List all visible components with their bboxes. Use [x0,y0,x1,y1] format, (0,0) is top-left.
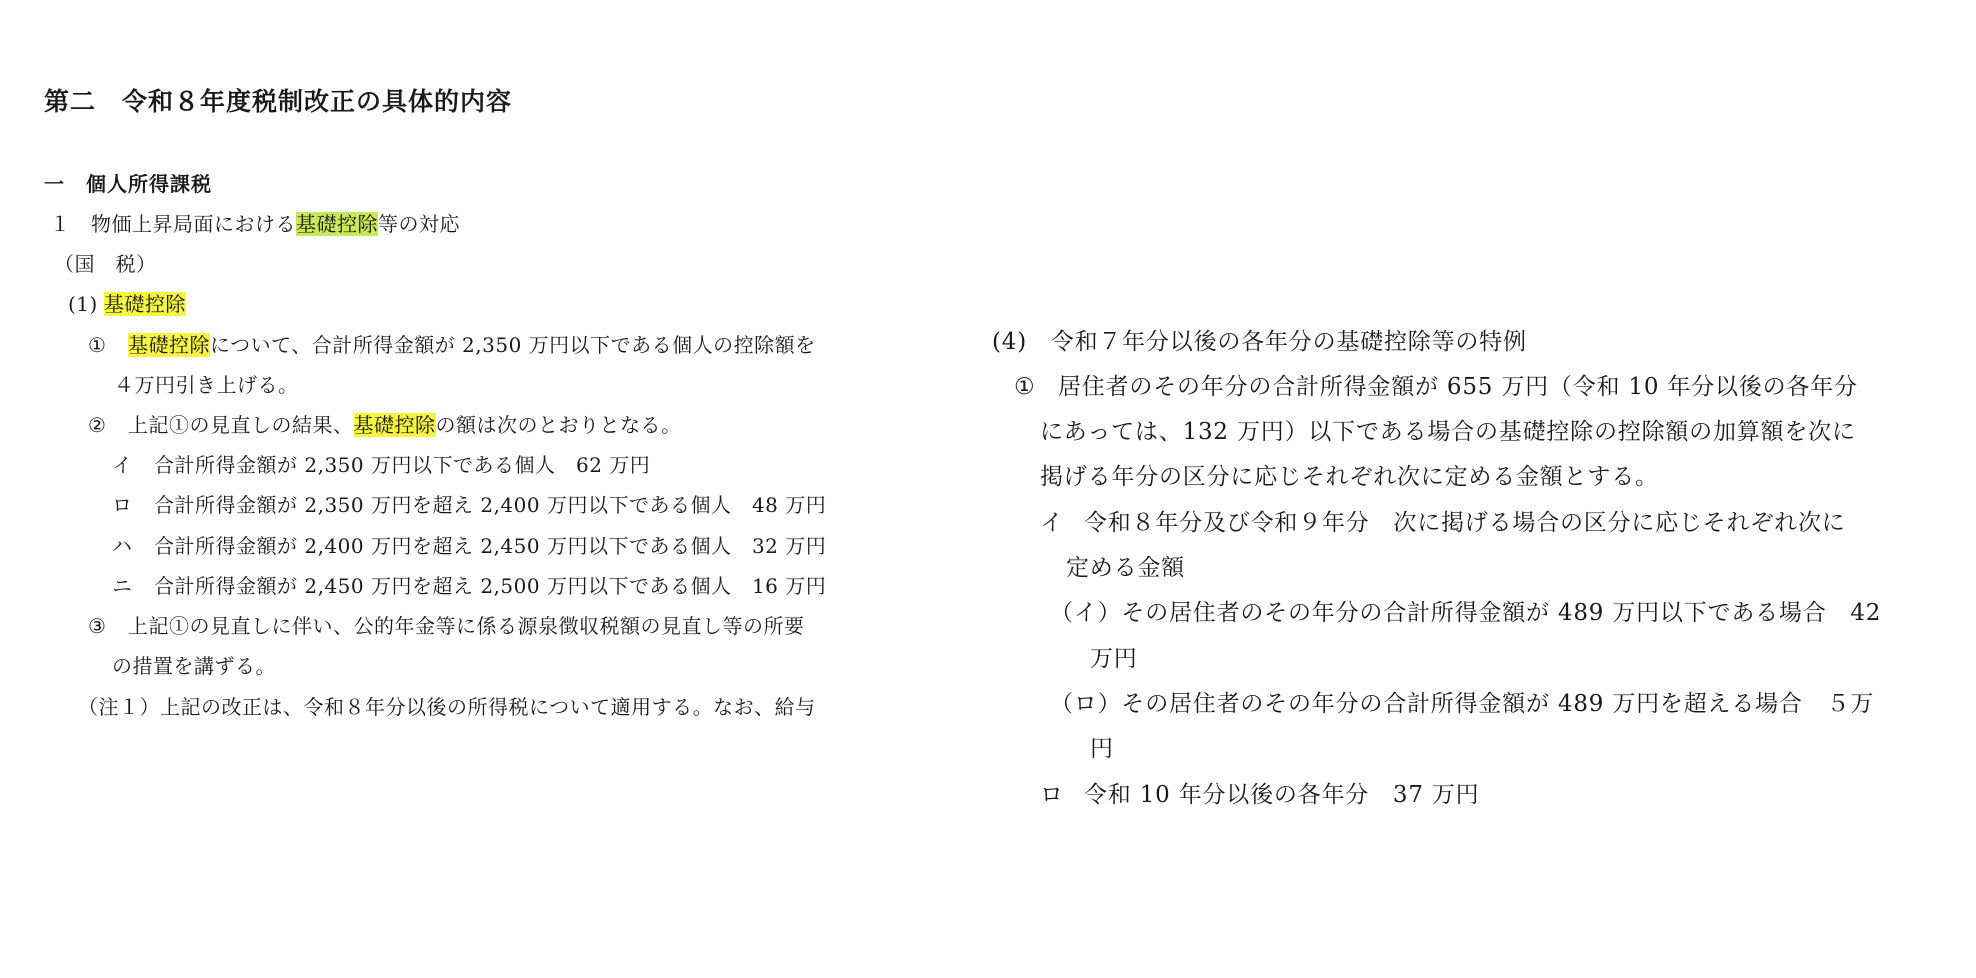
paragraph-marker: ① [88,333,107,357]
paragraph-marker: ③ [88,614,107,638]
paragraph-text: 上記①の見直しに伴い、公的年金等に係る源泉徴収税額の見直し等の所要 [128,614,805,638]
paragraph-3-cont: の措置を講ずる。 [112,654,276,678]
list-item-ni [112,572,826,600]
note-1: （注１）上記の改正は、令和８年分以後の所得税について適用する。なお、給与 [78,695,816,719]
right-sub-item-ro [1050,689,1874,719]
right-sub-item-ro-cont: 円 [1090,736,1114,762]
subsection-heading-4: (4) 令和７年分以後の各年分の基礎控除等の特例 [992,329,1527,355]
item-heading-1 [50,210,460,238]
right-paragraph-1-line2: にあっては、132 万円）以下である場合の基礎控除の控除額の加算額を次に [1040,419,1856,445]
list-item-text: 合計所得金額が 2,450 万円を超え 2,500 万円以下である個人 16 万円 [154,574,827,598]
list-item-text: 合計所得金額が 2,350 万円以下である個人 62 万円 [154,453,651,477]
list-item-text: 令和 10 年分以後の各年分 37 万円 [1084,782,1480,808]
right-paragraph-1 [1014,372,1858,402]
list-item-ha [112,532,826,560]
right-paragraph-1-line3: 掲げる年分の区分に応じそれぞれ次に定める金額とする。 [1040,464,1659,490]
paragraph-3 [88,612,805,640]
paragraph-marker: ② [88,413,107,437]
paragraph-marker: ① [1014,374,1036,400]
national-tax-label: （国 税） [54,252,157,276]
sub-item-label: （ロ） [1050,691,1122,717]
highlighted-term: 基礎控除 [353,413,436,437]
paragraph-text: の額は次のとおりとなる。 [435,413,682,437]
list-item-text: 令和８年分及び令和９年分 次に掲げる場合の区分に応じそれぞれ次に [1084,510,1846,536]
list-item-label: ロ [1040,782,1064,808]
item-heading-text: １ 物価上昇局面における [50,212,296,236]
paragraph-text: 居住者のその年分の合計所得金額が 655 万円（令和 10 年分以後の各年分 [1058,374,1858,400]
sub-item-text: その居住者のその年分の合計所得金額が 489 万円以下である場合 42 [1121,600,1882,626]
sub-item-text: その居住者のその年分の合計所得金額が 489 万円を超える場合 ５万 [1121,691,1875,717]
subsection-heading-1 [68,290,186,318]
list-item-i [112,451,650,479]
section-heading: 一 個人所得課税 [44,172,212,196]
sub-item-label: （イ） [1050,600,1122,626]
paragraph-1 [88,331,816,359]
list-item-label: イ [1040,510,1064,536]
paragraph-1-cont: ４万円引き上げる。 [114,373,299,397]
right-list-item-i [1040,508,1846,538]
paragraph-text: について、合計所得金額が 2,350 万円以下である個人の控除額を [210,333,816,357]
list-item-text: 合計所得金額が 2,400 万円を超え 2,450 万円以下である個人 32 万円 [154,534,827,558]
right-list-item-ro [1040,780,1479,810]
list-item-text: 合計所得金額が 2,350 万円を超え 2,400 万円以下である個人 48 万円 [154,493,827,517]
list-item-label: ニ [112,574,133,598]
right-sub-item-i-cont: 万円 [1090,646,1138,672]
page-title: 第二 令和８年度税制改正の具体的内容 [44,87,513,116]
list-item-label: イ [112,453,133,477]
list-item-label: ロ [112,493,133,517]
right-list-item-i-cont: 定める金額 [1066,555,1185,581]
subsection-number: (1) [68,292,98,316]
highlighted-term: 基礎控除 [128,333,210,357]
highlighted-term: 基礎控除 [296,212,378,236]
paragraph-text: 上記①の見直しの結果、 [128,413,354,437]
highlighted-term: 基礎控除 [103,292,186,316]
paragraph-2 [88,411,682,439]
right-sub-item-i [1050,598,1881,628]
list-item-ro [112,491,826,519]
list-item-label: ハ [112,534,133,558]
item-heading-text: 等の対応 [378,212,460,236]
